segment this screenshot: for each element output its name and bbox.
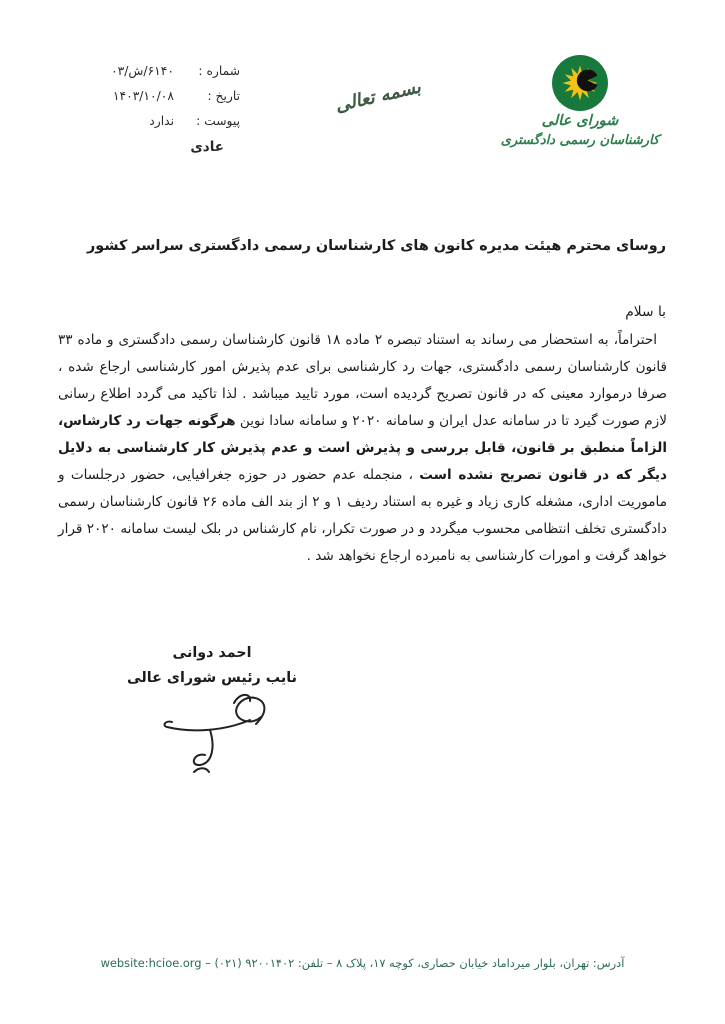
number-label: شماره : xyxy=(198,64,240,78)
signature-block xyxy=(116,645,308,778)
footer-contact-line: آدرس: تهران، بلوار میرداماد خیابان حصاری، کوچه ۱۷، پلاک ۸ – تلفن: ۹۲۰۰۱۴۰۲ (۰۲۱) – website:hcioe.org xyxy=(100,956,625,970)
date-label: تاریخ : xyxy=(207,89,240,103)
besmeleh-calligraphy: بسمه تعالی xyxy=(333,76,423,117)
org-emblem-icon xyxy=(551,54,609,112)
classification-badge: عادی xyxy=(190,139,224,155)
signer-name: احمد دوانی xyxy=(172,645,252,661)
signer-title: نایب رئیس شورای عالی xyxy=(126,670,298,686)
letter-meta xyxy=(86,64,240,155)
meta-row-number xyxy=(86,64,240,78)
handwritten-signature xyxy=(138,686,288,778)
meta-row-date xyxy=(86,89,240,103)
body-paragraph xyxy=(58,327,667,570)
emblem-dot xyxy=(594,78,598,82)
salutation-line: با سلام xyxy=(625,304,666,320)
meta-row-attachment xyxy=(86,114,240,128)
org-name-line1: شورای عالی xyxy=(541,113,619,129)
org-name-line2: کارشناسان رسمی دادگستری xyxy=(500,133,660,148)
body-text-post: ، منجمله عدم حضور در حوزه جغرافیایی، حضور درجلسات و ماموریت اداری، مشغله کاری زیاد و غیره به استناد ردیف ۱ و ۲ از بند الف ماده ۲۶ قانون کارشناسان رسمی دادگستری تخلف انتظامی محسوب میگردد و در صورت تکرار، نام کارشناس در بلک لیست سامانه ۲۰۲۰ قرار خواهد گرفت و امورات کارشناسی به نامبرده ارجاع نخواهد شد . xyxy=(58,467,667,564)
org-letterhead xyxy=(490,54,670,148)
attachment-value: ندارد xyxy=(149,114,174,128)
date-value: ۱۴۰۳/۱۰/۰۸ xyxy=(112,89,174,103)
attachment-label: پیوست : xyxy=(196,114,240,128)
body-text-pre: احتراماً، به استحضار می رساند به استناد تبصره ۲ ماده ۱۸ قانون کارشناسان رسمی دادگستری و ماده ۳۳ قانون کارشناسان رسمی دادگستری، جهات رد کارشناسی برای عدم پذیرش امور کارشناسی ارجاع شده ، صرفا درموارد معینی که در قانون تصریح گردیده است، مورد تایید میباشد . لذا تاکید می گردد اطلاع رسانی لازم صورت گیرد تا در سامانه عدل ایران و سامانه ۲۰۲۰ و سامانه سادا نوین xyxy=(58,332,667,429)
number-value: ۶۱۴۰/ش/۰۳ xyxy=(111,64,174,78)
addressee-line: روسای محترم هیئت مدیره کانون های کارشناسان رسمی دادگستری سراسر کشور xyxy=(87,238,666,254)
body-text-bold: هرگونه جهات رد کارشاس، الزاماً منطبق بر قانون، قابل بررسی و پذیرش است و عدم پذیرش کار کارشناسی به دلایل دیگر که در قانون تصریح نشده است xyxy=(58,413,667,483)
